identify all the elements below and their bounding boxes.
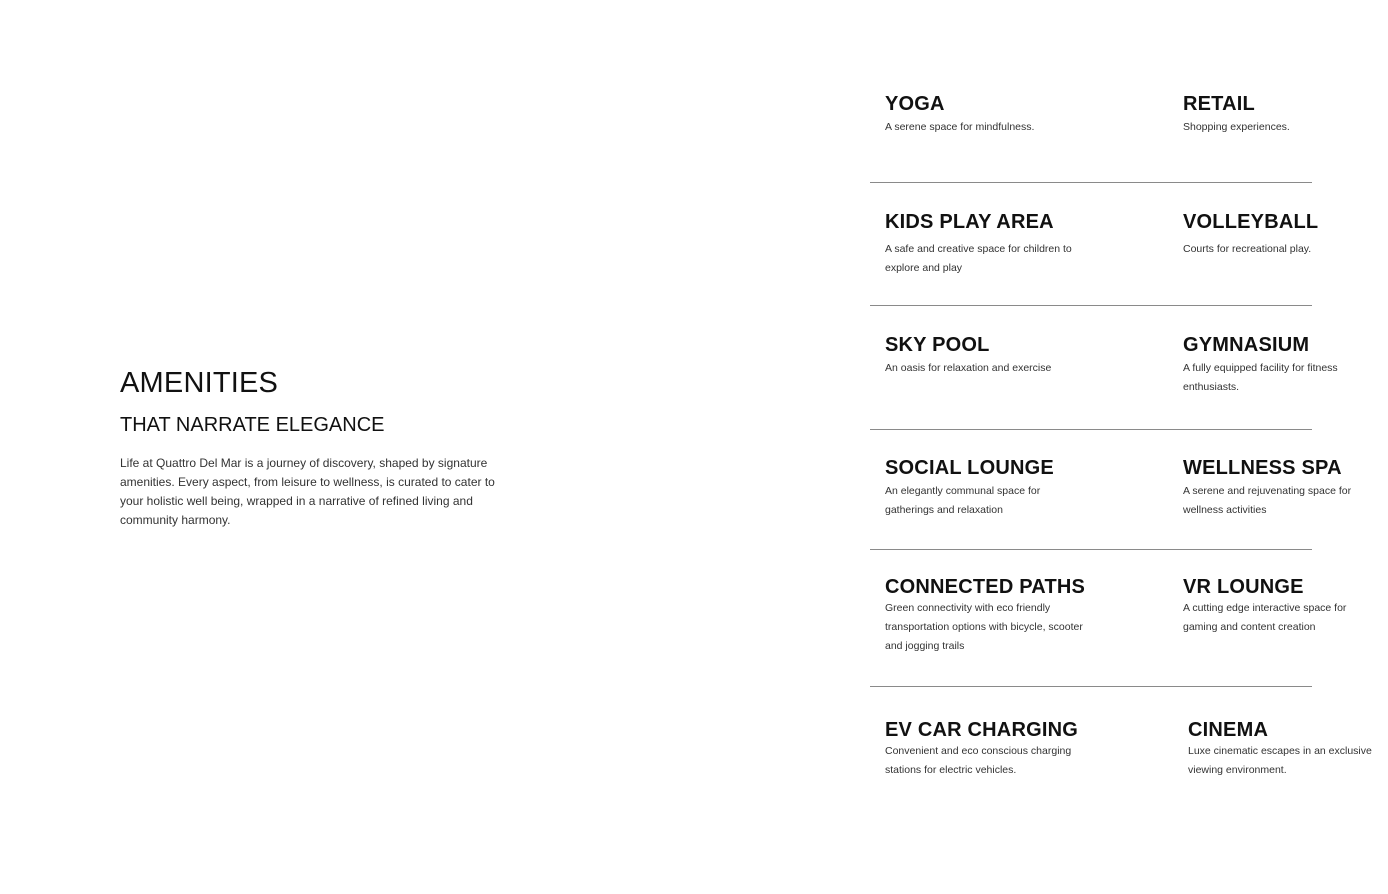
intro-paragraph: Life at Quattro Del Mar is a journey of discovery, shaped by signature amenities. Every aspect, from leisure to wellness, is curated to cater to your holistic well being, wrapped in a narrative of refined living and community harmony. — [120, 456, 495, 527]
amenity-description: Shopping experiences. — [1183, 121, 1290, 133]
amenity-sky-pool — [885, 333, 1085, 378]
amenity-description: Convenient and eco conscious charging stations for electric vehicles. — [885, 745, 1072, 776]
amenity-title: WELLNESS SPA — [1183, 457, 1342, 479]
amenity-retail — [1183, 92, 1383, 137]
amenity-title: KIDS PLAY AREA — [885, 211, 1054, 233]
amenity-vr-lounge — [1183, 575, 1383, 637]
page-subtitle: THAT NARRATE ELEGANCE — [120, 414, 385, 436]
amenity-title: RETAIL — [1183, 93, 1255, 115]
amenity-ev-car-charging — [885, 718, 1085, 780]
amenity-yoga — [885, 92, 1085, 137]
amenity-connected-paths — [885, 575, 1085, 656]
amenity-description: An oasis for relaxation and exercise — [885, 362, 1052, 374]
amenity-gymnasium — [1183, 333, 1383, 397]
amenities-grid — [870, 0, 1372, 894]
amenity-kids-play-area — [885, 210, 1085, 278]
amenity-title: GYMNASIUM — [1183, 334, 1310, 356]
amenity-cinema — [1188, 718, 1388, 780]
page-title: AMENITIES — [120, 367, 279, 399]
amenity-description: An elegantly communal space for gatherings and relaxation — [885, 485, 1041, 516]
amenity-title: VR LOUNGE — [1183, 576, 1304, 598]
amenity-title: CINEMA — [1188, 719, 1269, 741]
amenity-description: A fully equipped facility for fitness enthusiasts. — [1183, 362, 1338, 393]
amenity-title: EV CAR CHARGING — [885, 719, 1079, 741]
amenity-wellness-spa — [1183, 456, 1383, 520]
row-divider — [870, 305, 1312, 306]
amenity-title: CONNECTED PATHS — [885, 576, 1086, 598]
intro-section — [120, 366, 530, 530]
row-divider — [870, 549, 1312, 550]
amenity-description: A serene space for mindfulness. — [885, 121, 1035, 133]
amenity-title: SKY POOL — [885, 334, 990, 356]
amenity-title: SOCIAL LOUNGE — [885, 457, 1054, 479]
row-divider — [870, 429, 1312, 430]
amenity-social-lounge — [885, 456, 1085, 520]
amenity-volleyball — [1183, 210, 1383, 259]
amenity-title: YOGA — [885, 93, 945, 115]
amenity-description: A safe and creative space for children to explore and play — [885, 243, 1072, 274]
amenity-title: VOLLEYBALL — [1183, 211, 1319, 233]
amenity-description: A cutting edge interactive space for gaming and content creation — [1183, 602, 1347, 633]
amenity-description: Green connectivity with eco friendly transportation options with bicycle, scooter and jogging trails — [885, 602, 1083, 652]
amenity-description: Courts for recreational play. — [1183, 243, 1312, 255]
amenity-description: Luxe cinematic escapes in an exclusive viewing environment. — [1188, 745, 1372, 776]
row-divider — [870, 182, 1312, 183]
row-divider — [870, 686, 1312, 687]
amenity-description: A serene and rejuvenating space for wellness activities — [1183, 485, 1352, 516]
